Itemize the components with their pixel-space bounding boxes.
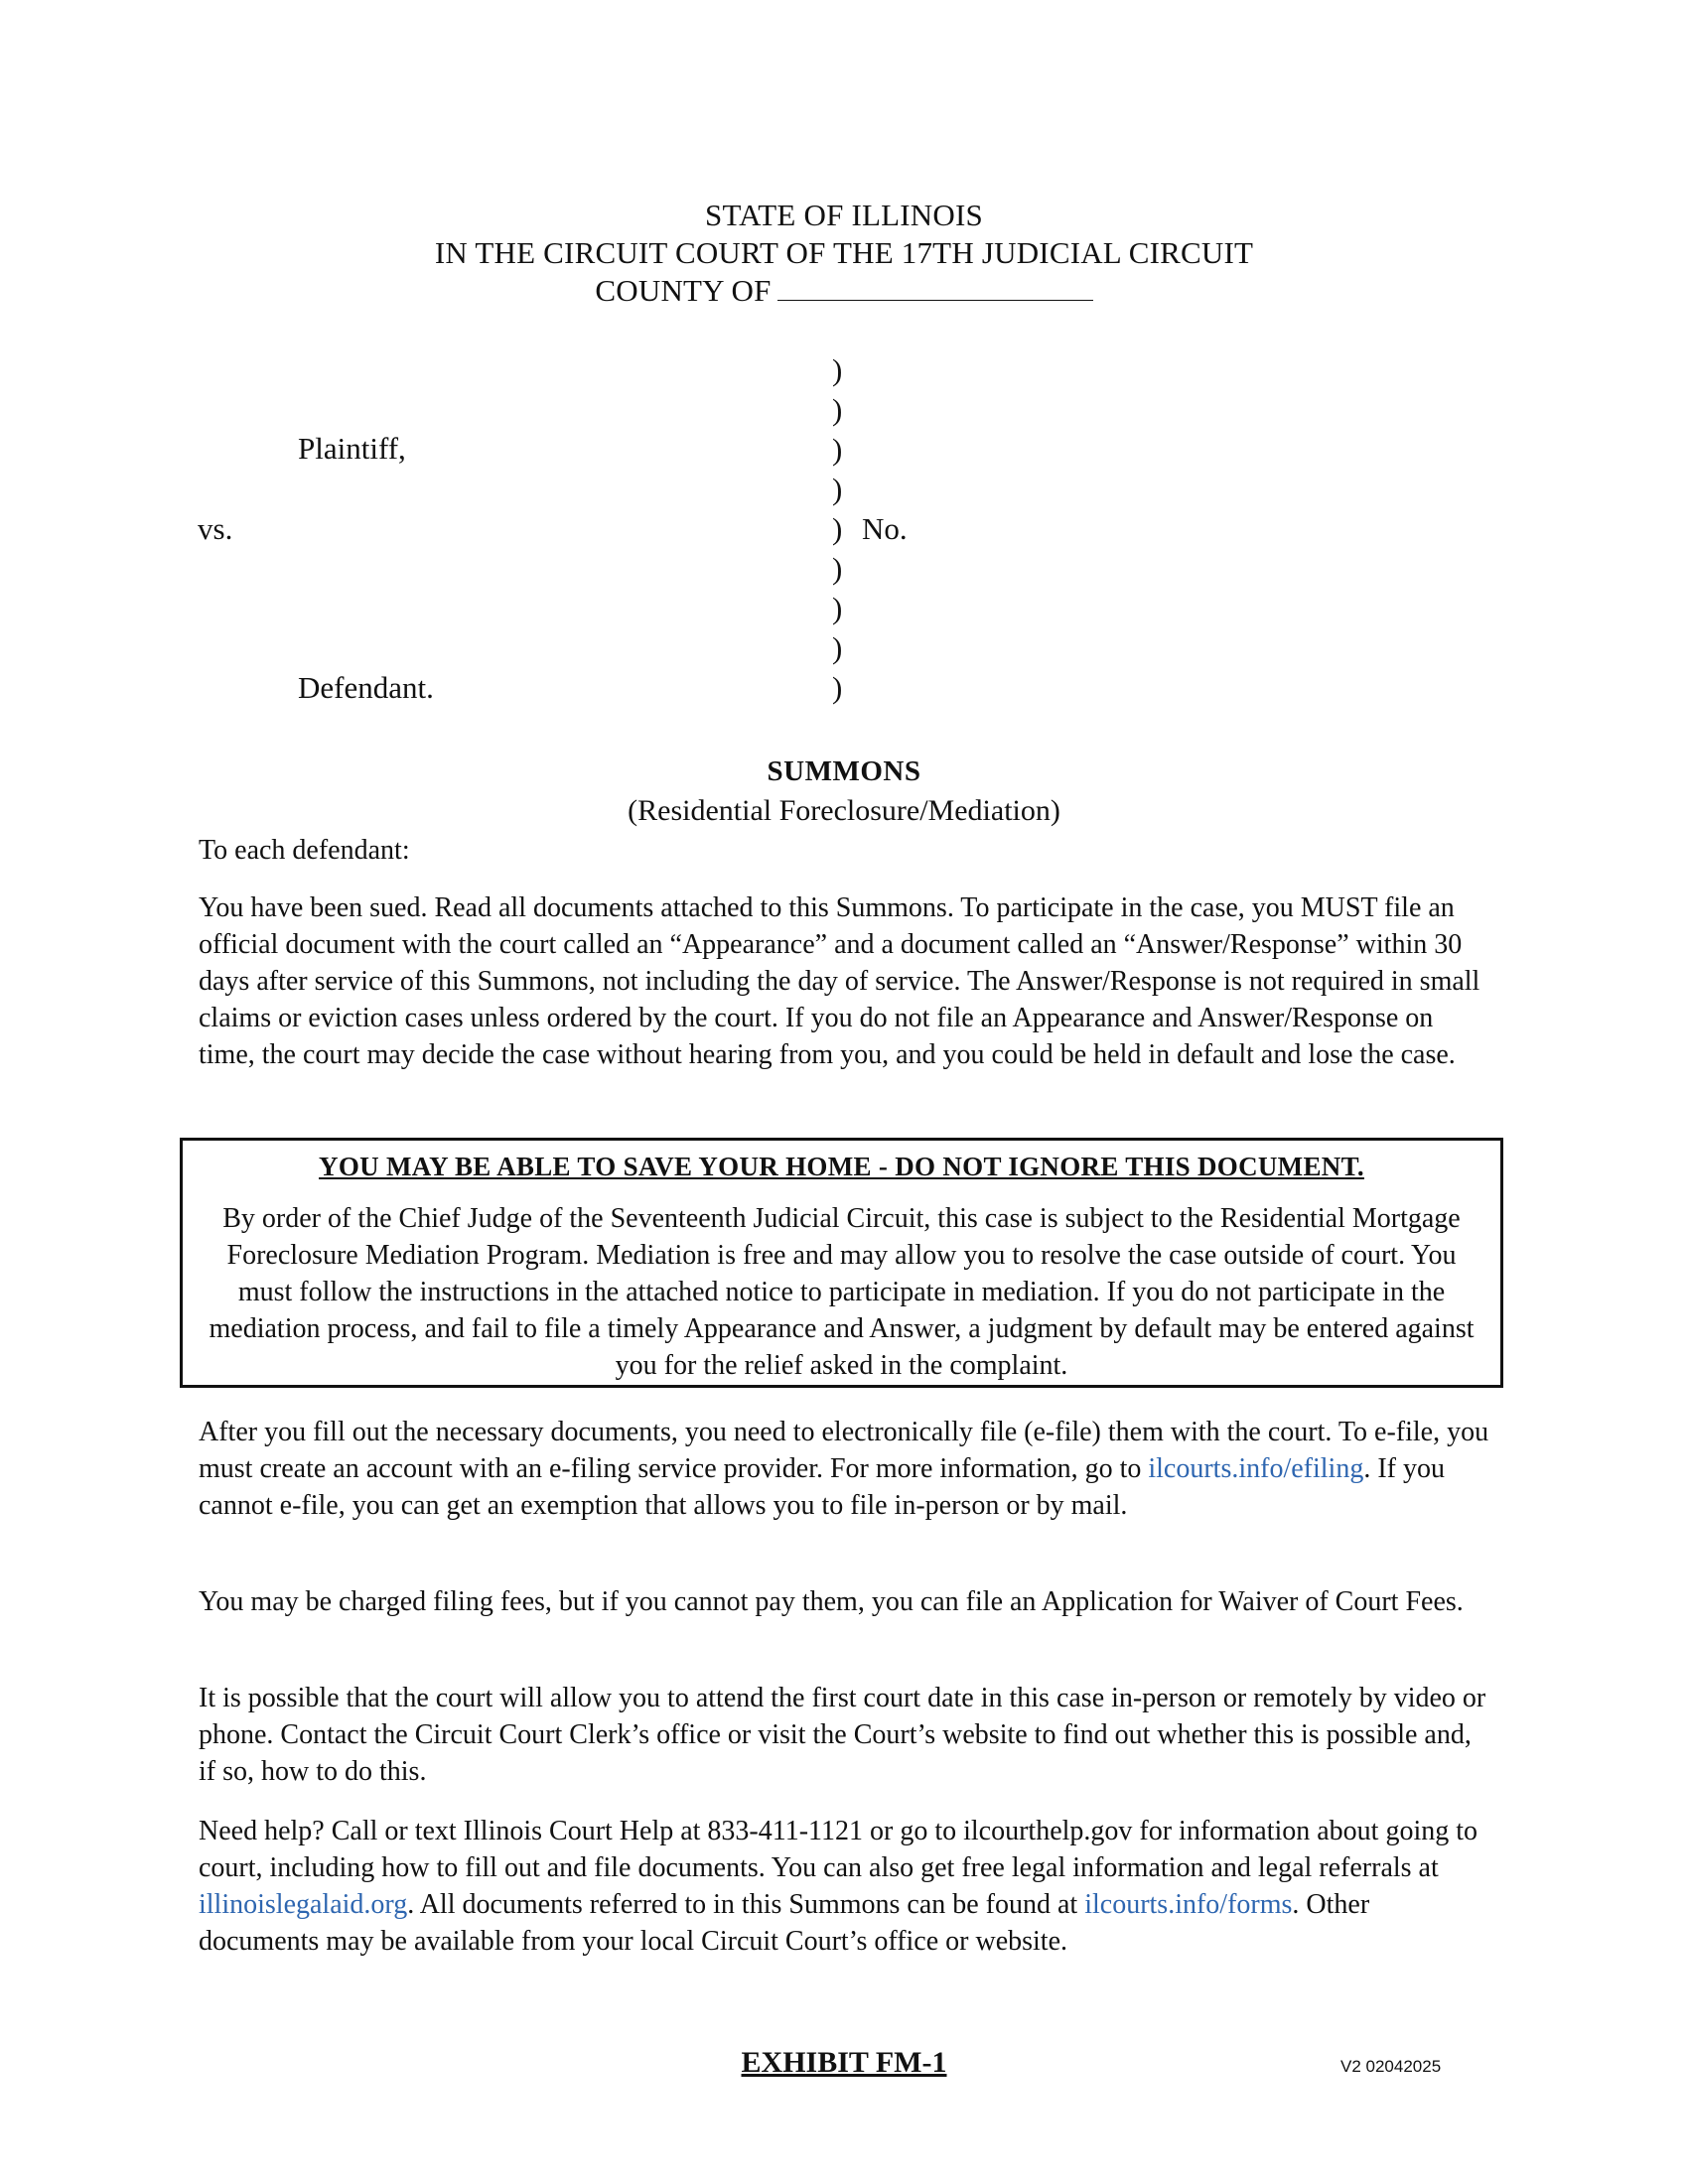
greeting: To each defendant: xyxy=(199,835,410,866)
caption-paren: ) xyxy=(832,392,843,427)
caption-paren: ) xyxy=(832,551,843,586)
circuit-line: IN THE CIRCUIT COURT OF THE 17TH JUDICIAL CIRCUIT xyxy=(434,235,1254,270)
efiling-link[interactable]: ilcourts.info/efiling xyxy=(1148,1453,1364,1484)
mediation-notice-box xyxy=(180,1138,1503,1388)
caption-paren: ) xyxy=(832,630,843,665)
caption-paren: ) xyxy=(832,352,843,387)
notice-heading: YOU MAY BE ABLE TO SAVE YOUR HOME - DO NOT IGNORE THIS DOCUMENT. xyxy=(319,1152,1364,1181)
help-text-3: . Other documents may be available from your local Circuit Court’s office or website. xyxy=(199,1889,1370,1957)
caption-paren: ) xyxy=(832,432,843,467)
notice-body: By order of the Chief Judge of the Seventeenth Judicial Circuit, this case is subject to the Residential Mortgage Foreclosure Mediation Program. Mediation is free and may allow you to resolve the case outside of court. You must follow the instructions in the attached notice to participate in mediation. If you do not participate in the mediation process, and fail to file a timely Appearance and Answer, a judgment by default may be entered against you for the relief asked in the complaint. xyxy=(209,1203,1475,1381)
efile-text-before: After you fill out the necessary documents, you need to electronically file (e-file) them with the court. To e-file, you must create an account with an e-filing service provider. For more information, go to xyxy=(199,1417,1489,1484)
remote-paragraph: It is possible that the court will allow you to attend the first court date in this case in-person or remotely by video or phone. Contact the Circuit Court Clerk’s office or visit the Court’s website to find out whether this is possible and, if so, how to do this. xyxy=(199,1683,1486,1787)
defendant-label: Defendant. xyxy=(298,670,434,705)
efile-text-after: . If you cannot e-file, you can get an exemption that allows you to file in-person or by mail. xyxy=(199,1453,1445,1521)
version-code: V2 02042025 xyxy=(1340,2057,1442,2076)
exhibit-label: EXHIBIT FM-1 xyxy=(741,2046,947,2079)
help-paragraph xyxy=(199,1813,1489,1960)
legal-aid-link[interactable]: illinoislegalaid.org xyxy=(199,1889,408,1920)
state-line: STATE OF ILLINOIS xyxy=(705,198,983,232)
help-text-2: . All documents referred to in this Summons can be found at xyxy=(407,1889,1085,1920)
forms-link[interactable]: ilcourts.info/forms xyxy=(1084,1889,1293,1920)
help-text-1: Need help? Call or text Illinois Court Help at 833-411-1121 or go to ilcourthelp.gov for information about going to court, including how to fill out and file documents. You can also get free legal information and legal referrals at xyxy=(199,1816,1478,1883)
summons-subtitle: (Residential Foreclosure/Mediation) xyxy=(628,794,1060,827)
case-number-label: No. xyxy=(862,511,908,546)
caption-paren: ) xyxy=(832,670,843,705)
county-label: COUNTY OF xyxy=(595,273,772,308)
efile-paragraph xyxy=(199,1414,1489,1524)
caption-paren: ) xyxy=(832,472,843,506)
plaintiff-label: Plaintiff, xyxy=(298,431,406,466)
caption-paren: ) xyxy=(832,591,843,625)
summons-title: SUMMONS xyxy=(767,755,921,787)
sued-paragraph: You have been sued. Read all documents attached to this Summons. To participate in the case, you MUST file an official document with the court called an “Appearance” and a document called an “Answer/Response” within 30 days after service of this Summons, not including the day of service. The Answer/Response is not required in small claims or eviction cases unless ordered by the court. If you do not file an Appearance and Answer/Response on time, the court may decide the case without hearing from you, and you could be held in default and lose the case. xyxy=(199,892,1480,1070)
fees-paragraph: You may be charged filing fees, but if you cannot pay them, you can file an Application for Waiver of Court Fees. xyxy=(199,1586,1464,1617)
case-caption xyxy=(0,0,1688,725)
caption-paren: ) xyxy=(832,511,843,546)
vs-label: vs. xyxy=(198,511,233,546)
